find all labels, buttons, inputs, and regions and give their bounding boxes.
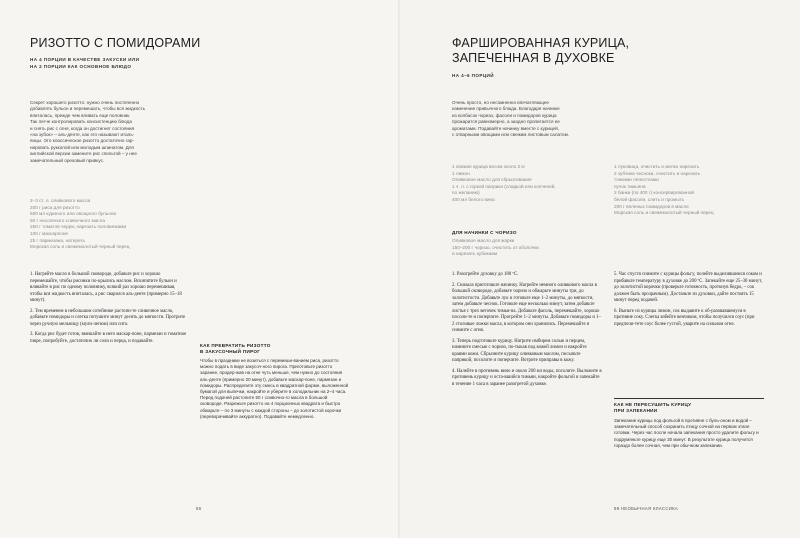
- intro-line: замечательный ореховый привкус.: [30, 157, 105, 163]
- ingredient: 50 г несоленого сливочного масла: [30, 217, 105, 223]
- ingredient: 2 банки (по 400 г) консервированной: [614, 190, 694, 196]
- intro-line: нировать рукколой или молодым шпинатом. Для: [30, 144, 134, 150]
- step: 5. Час спустя снимите с курицы фольгу, полейте выделившимся соком и прибавьте температуру в духовке до 200 ºС. Запекайте еще 25–30 минут, до золотистой корочки (проверьте готовность, проткнув бедро, – сок должен быть прозрачным). Достаньте из духовки, дайте постоять 15 минут перед подачей.: [614, 272, 763, 303]
- ingredient: 200 г вяленых помидоров в масле: [614, 203, 689, 209]
- ingredients-list: [30, 198, 130, 251]
- sidebar-heading-line: КАК НЕ ПЕРЕСУШИТЬ КУРИЦУ: [614, 402, 692, 407]
- step: 2. Сначала приготовьте начинку. Нагрейте немного оливкового масла в большой сковороде, добавьте чоризо и обжарьте минуты три, до золотистости. Добавьте лук и готовьте еще 1–2 минуты, до мягкости, затем добавьте чеснок. Готовьте еще несколько минут, затем добавьте листья с трех веточек тимья-на. Добавьте фасоль, перемешайте, хорошо посоли-те и поперчите. Прогрейте 1–2 минуты. Добавьте помидоры и 1–2 столовые ложки масла, в котором они хранились. Перемешайте и снимите с огня.: [452, 282, 601, 333]
- page-footer: 89 НЕОБЫЧНАЯ КЛАССИКА: [614, 506, 679, 511]
- sidebar-heading-line: ПРИ ЗАПЕКАНИИ: [614, 408, 658, 413]
- sidebar-paragraph: Чтобы в праздники не возиться с перемеши-ванием риса, ризотто можно подать в виде закусоч-ного пирога. Приготовьте ризотто заранее, продер-жав на огне чуть меньше, чем нужно до состояния аль-денте (примерно 20 минут), добавьте маскар-поне, пармезан и помидоры. Распределите эту смесь в квадратной форме, выложенной бумагой для выпечки, накройте и уберите в холодильник на 2–4 часа. Перед подачей растопите 50 г сливочно-го масла в большой сковороде. Разрежьте ризотто на 4 порционных квадрата и быстро обжарьте – по 3 минуты с каждой стороны – до золотистой корочки (переворачивайте аккуратно). Подавайте немедленно.: [200, 358, 349, 419]
- ingredient: Оливковое масло для жарки: [452, 238, 515, 243]
- method-steps: [452, 272, 602, 392]
- sidebar-heading-line: В ЗАКУСОЧНЫЙ ПИРОГ: [200, 349, 261, 354]
- ingredient: пучок тимьяна: [614, 183, 646, 189]
- step: 6. Выньте из курицы лимон, сок выдавите к об-разовавшемуся в противне соку. Слегка взбейте венчиком, чтобы получился соус (при предпочи-тете соус более густой, уварите на сильном огне.: [614, 308, 755, 327]
- intro-line: впиталась, прежде чем вливать еще половник.: [30, 112, 131, 118]
- ingredient: 100 г маскарпоне: [30, 230, 69, 236]
- sidebar-text: [200, 358, 350, 424]
- ingredients-list: [452, 164, 556, 204]
- ingredient: 150–200 г чоризо, очистить от оболочки: [452, 244, 539, 250]
- intro-line: «на зубок» – аль-денте, как это называют италь-: [30, 132, 135, 138]
- title-line: ЗАПЕЧЕННАЯ В ДУХОВКЕ: [452, 51, 615, 65]
- intro-line: ароматами. Подавайте начинку вместе с курицей,: [452, 125, 559, 131]
- intro-line: прожарится равномерно, а заодно пропитается ее: [452, 119, 560, 125]
- intro-line: с отварными овощами или свежим листовым салатом.: [452, 132, 570, 138]
- method-steps: [614, 272, 764, 332]
- intro-line: Очень просто, но несомненно впечатляющее: [452, 100, 549, 105]
- intro-line: янцы. Это классическое ризотто достаточно гар-: [30, 138, 134, 144]
- ingredient: 400 мл белого вина: [452, 196, 495, 202]
- intro-text: [452, 100, 569, 138]
- recipe-title: [452, 36, 629, 66]
- filling-heading: ДЛЯ НАЧИНКИ С ЧОРИЗО: [452, 230, 517, 235]
- intro-line: добавлять бульон и перемешать, чтобы вся жидкость: [30, 106, 146, 112]
- ingredient: 1 ч. л. с горкой паприки (сладкой или копченой,: [452, 183, 556, 189]
- sidebar-paragraph: Запекание курицы под фольгой в противне с буль-оном и водой – замечательный способ сохранить птицу сочной на первом этапе готовки. Через час после начала запекания просто удалите фольгу и подрумяньте курицу еще 30 минут. В результате курица получится гораздо более сочная, чем при обычном запекании.: [614, 418, 759, 448]
- intro-text: [30, 100, 145, 164]
- ingredient: Морская соль и свежемолотый черный перец: [30, 244, 130, 250]
- intro-line: Так легче контролировать консистенцию блюда: [30, 119, 132, 125]
- ingredient: 2 зубчика чеснока, очистить и нарезать: [614, 170, 701, 176]
- ingredient: по желанию): [452, 190, 480, 196]
- ingredient: 500 мл куриного или овощного бульона: [30, 211, 117, 217]
- ingredient: Оливковое масло для сбрызгивания: [452, 177, 532, 183]
- right-page: [400, 0, 800, 538]
- intro-line: и снять рис с огня, когда он достигнет состояния: [30, 125, 135, 131]
- step: 3. Теперь подготовьте курицу. Натрите имбирем солью и перцем, начините смесью с чоризо, по-тыкав под кожей лимон и накройте краями кожи. Сбрызните курицу оливковым маслом, посыпьте паприкой, посолите и поперчите. Вотрите приправы в кожу.: [452, 338, 587, 363]
- servings: [30, 56, 139, 70]
- step: 4. Налейте в противень вино и около 200 мл воды, посолите. Выложите в противень курицу и оста-вшийся тимьян, накройте фольгой и запекайте в течение 1 часа в заранее разогретой духовке.: [452, 368, 602, 387]
- ingredient: Морская соль и свежемолотый черный перец: [614, 210, 714, 216]
- sidebar-text: [614, 418, 764, 453]
- step: 3. Когда рис будет готов, вмешайте в него маскар-поне, пармезан и томатное пюре, попробуйте, достаточно ли соли и перца, и подавайте.: [30, 332, 187, 344]
- ingredient: 1 свежая курица весом около 2 кг: [452, 164, 526, 169]
- intro-line: английской версии замените рис спельтой – у нее: [30, 151, 137, 157]
- ingredient: 25 г пармезана, натереть: [30, 237, 86, 243]
- ingredient: и нарезать кубиками: [452, 251, 498, 257]
- step: 1. Разогрейте духовку до 180 ºС.: [452, 272, 519, 277]
- ingredient: белой фасоли, слить и промыть: [614, 196, 685, 202]
- page-number: 86: [196, 506, 202, 511]
- ingredient: 250 г томатов черри, нарезать половинками: [30, 224, 127, 230]
- sidebar-heading: [614, 402, 764, 414]
- ingredient: тонкими лепестками: [614, 177, 659, 183]
- ingredient: 2–3 ст. л. оливкового масла: [30, 198, 91, 203]
- ingredients-list: [614, 164, 714, 217]
- ingredient: 1 лимон: [452, 170, 470, 176]
- step: 2. Тем временем в небольшом сотейнике растопи-те сливочное масло, добавьте помидоры и слегка потушите минут десять до мягкости. Протрите через ручную мельницу (мули-легюм) или сито.: [30, 308, 186, 327]
- intro-line: Секрет хорошего ризотто: нужно очень постепенно: [30, 100, 140, 105]
- servings-line: НА 4 ПОРЦИИ В КАЧЕСТВЕ ЗАКУСКИ ИЛИ: [30, 57, 140, 62]
- title-line: ФАРШИРОВАННАЯ КУРИЦА,: [452, 36, 630, 50]
- servings-line: НА 2 ПОРЦИИ КАК ОСНОВНОЕ БЛЮДО: [30, 64, 132, 69]
- intro-line: изменение привычного блюда. Благодаря начинке: [452, 106, 560, 112]
- intro-line: из колбасок чоризо, фасоли и помидоров курица: [452, 112, 557, 118]
- sidebar-rule: [614, 398, 764, 399]
- step: 1. Нагрейте масло в большой сковороде, добавьте рис и хорошо перемешайте, чтобы рисинки по-крылись маслом. Вскипятите бульон и вливайте в рис по одному половнику, всякий раз хорошо перемешивая, чтобы вся жидкость впиталась, а рис сварился аль-денте (примерно 15–18 минут).: [30, 272, 182, 303]
- filling-list: [452, 238, 539, 258]
- sidebar-heading: [200, 343, 350, 355]
- method-steps: [30, 272, 188, 349]
- ingredient: 1 луковица, очистить и мелко нарезать: [614, 164, 700, 169]
- servings: НА 4–6 ПОРЦИЙ: [452, 73, 494, 78]
- sidebar-heading-line: КАК ПРЕВРАТИТЬ РИЗОТТО: [200, 343, 271, 348]
- recipe-title: РИЗОТТО С ПОМИДОРАМИ: [30, 36, 201, 50]
- ingredient: 200 г риса для ризотто: [30, 204, 80, 210]
